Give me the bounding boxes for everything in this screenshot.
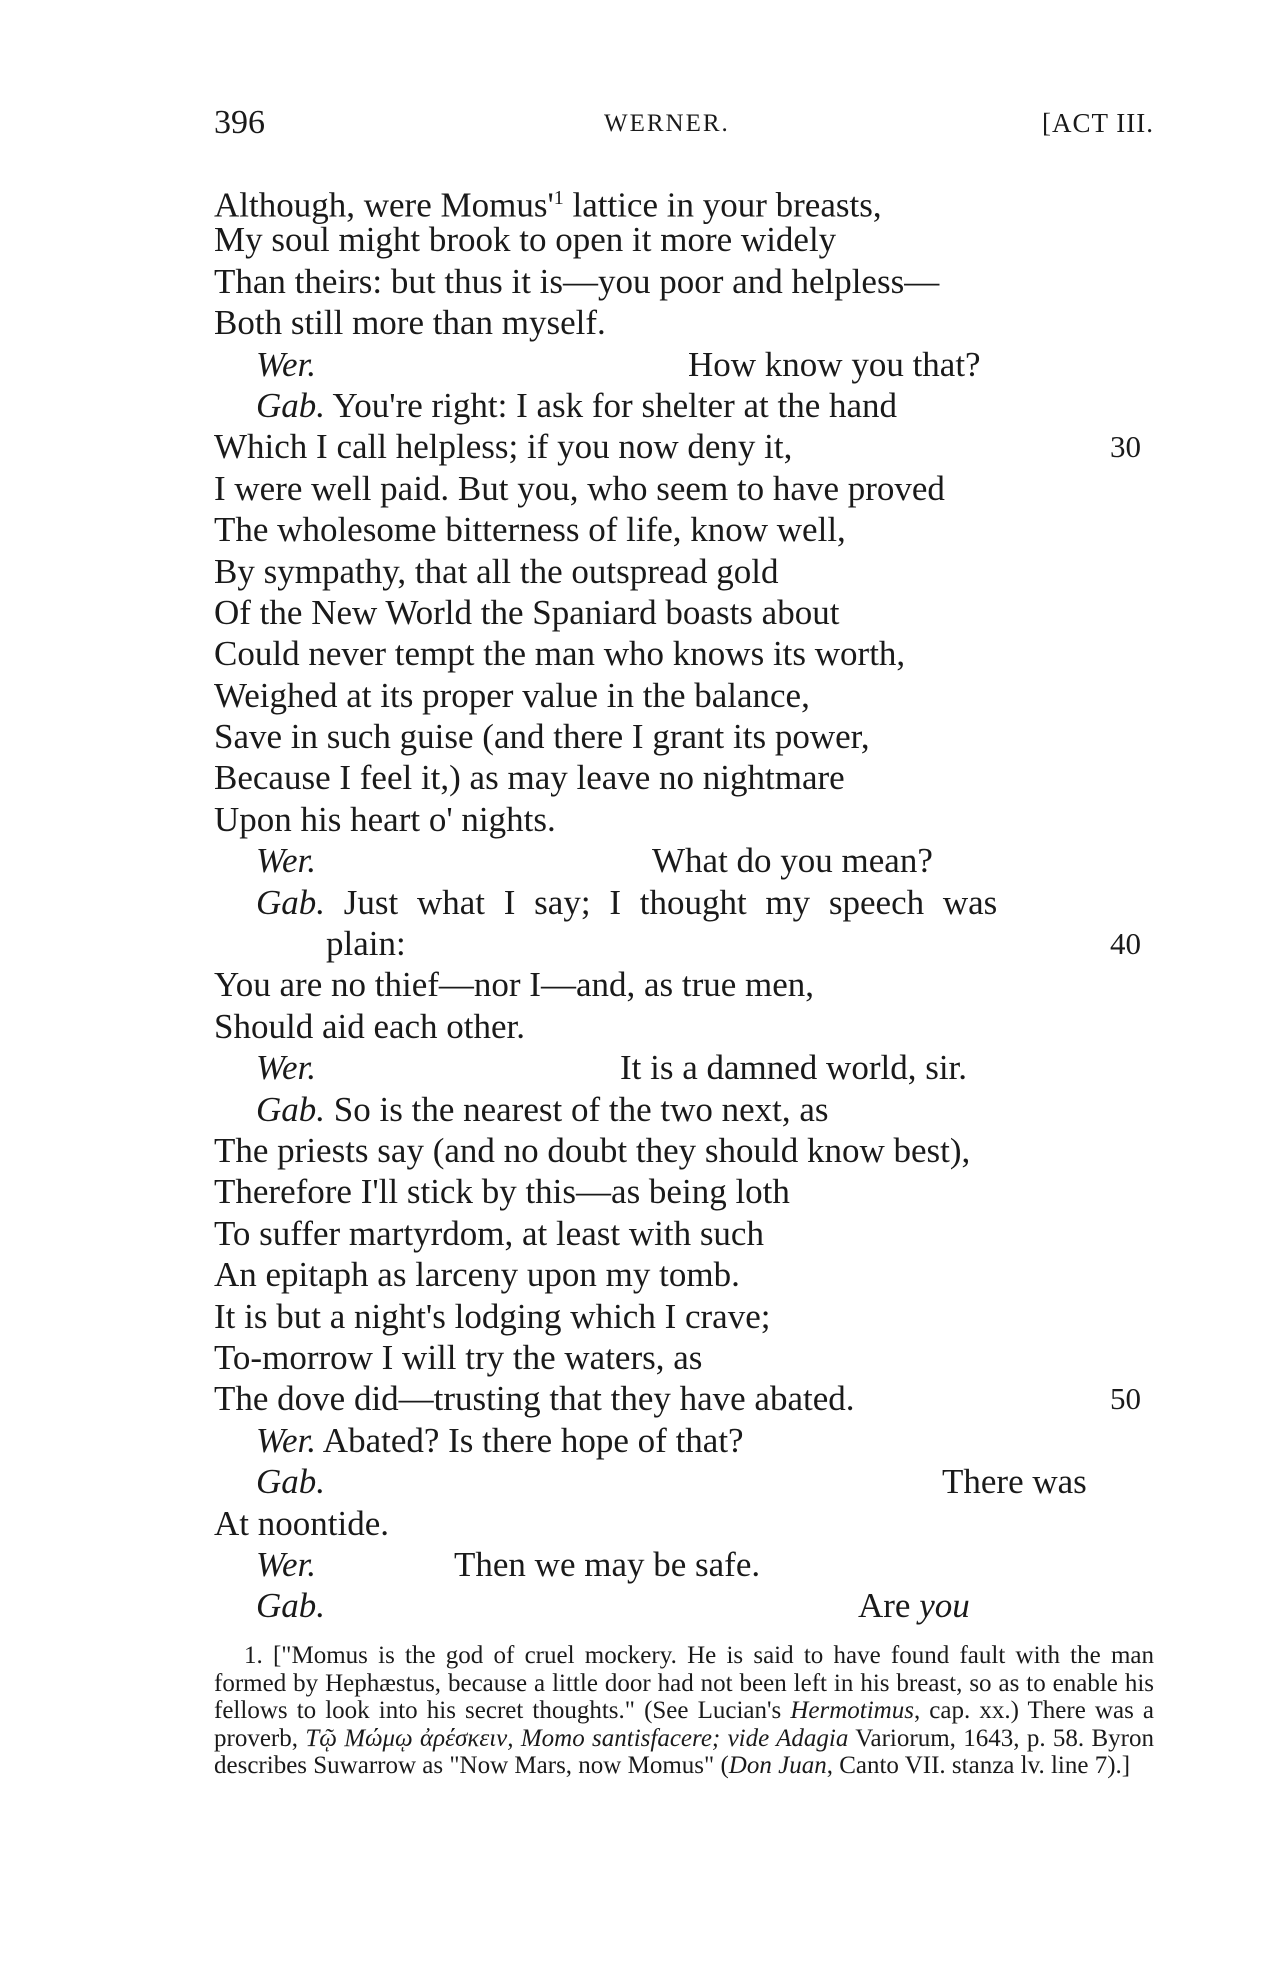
verse-line: I were well paid. But you, who seem to have proved xyxy=(214,468,945,508)
verse-line: plain: 40 xyxy=(326,924,1141,964)
verse-line: Gab. Just what I say; I thought my speech was xyxy=(256,882,998,922)
verse-line: You are no thief—nor I—and, as true men, xyxy=(214,965,815,1005)
verse-line: Gab. You're right: I ask for shelter at the hand xyxy=(256,385,898,425)
verse-line: Save in such guise (and there I grant its power, xyxy=(214,717,870,757)
running-title: WERNER. xyxy=(604,110,730,137)
speaker-label: Wer. xyxy=(256,1420,316,1460)
footnote-text: 1. ["Momus is the god of cruel mockery. He is said to have found fault with the man formed by Hephæstus, because a little door had not been left in his breast, so as to enable his fellows to look into his secret thoughts." (See Lucian's Hermotimus, cap. xx.) There was a proverb, Τῷ Μώμῳ ἀρέσκειν, Momo santisfacere; vide Adagia Variorum, 1643, p. 58. Byron describes Suwarrow as "Now Mars, now Momus" (Don Juan, Canto VII. stanza lv. line 7).] xyxy=(214,1642,1154,1779)
verse-line: Which I call helpless; if you now deny it, 30 xyxy=(214,427,1141,467)
verse-line: Wer. What do you mean? xyxy=(256,841,933,881)
verse-line: At noontide. xyxy=(214,1503,389,1543)
verse-line: Wer. Abated? Is there hope of that? xyxy=(256,1420,744,1460)
verse-line: Therefore I'll stick by this—as being loth xyxy=(214,1172,790,1212)
line-number: 40 xyxy=(1110,926,1141,962)
verse-line: The priests say (and no doubt they should know best), xyxy=(214,1130,971,1170)
verse-line: Than theirs: but thus it is—you poor and helpless— xyxy=(214,261,940,301)
verse-line: Wer. It is a damned world, sir. xyxy=(256,1048,968,1088)
act-label: [ACT III. xyxy=(1042,108,1154,138)
verse-line: Wer. How know you that? xyxy=(256,344,981,384)
verse-line: Weighed at its proper value in the balance, xyxy=(214,675,810,715)
speaker-label: Gab. xyxy=(256,882,326,922)
speaker-label: Gab. xyxy=(256,1462,326,1502)
speaker-label: Wer. xyxy=(256,1544,316,1584)
verse-line: To-morrow I will try the waters, as xyxy=(214,1337,703,1377)
verse-line: My soul might brook to open it more widely xyxy=(214,220,837,260)
page-header xyxy=(214,104,1154,148)
verse-line: Could never tempt the man who knows its worth, xyxy=(214,634,906,674)
verse-line: By sympathy, that all the outspread gold xyxy=(214,551,779,591)
speaker-label: Gab. xyxy=(256,385,326,425)
speaker-label: Wer. xyxy=(256,841,316,881)
verse-line: The dove did—trusting that they have abated. 50 xyxy=(214,1379,1141,1419)
speaker-label: Wer. xyxy=(256,1048,316,1088)
verse-line: An epitaph as larceny upon my tomb. xyxy=(214,1255,740,1295)
verse-line: Although, were $Momus'^1$ lattice in your breasts, xyxy=(214,185,882,225)
verse-line: Both still more than myself. xyxy=(214,303,606,343)
verse-line: Gab. So is the nearest of the two next, as xyxy=(256,1089,829,1129)
verse-line: Gab. There was xyxy=(256,1462,1087,1502)
verse-line: The wholesome bitterness of life, know well, xyxy=(214,510,846,550)
verse-line: Wer. Then we may be safe. xyxy=(256,1544,761,1584)
speaker-label: Gab. xyxy=(256,1586,326,1626)
verse-line: Should aid each other. xyxy=(214,1006,526,1046)
verse-line: Of the New World the Spaniard boasts about xyxy=(214,592,840,632)
line-number: 30 xyxy=(1110,429,1141,465)
footnote xyxy=(214,1642,1154,1780)
line-number: 50 xyxy=(1110,1381,1141,1417)
verse-line: It is but a night's lodging which I crave; xyxy=(214,1296,771,1336)
footnote-marker[interactable]: 1 xyxy=(553,187,564,209)
verse-block xyxy=(214,178,1174,1627)
verse-line: To suffer martyrdom, at least with such xyxy=(214,1213,764,1253)
verse-line: Gab. Are you xyxy=(256,1586,970,1626)
speaker-label: Gab. xyxy=(256,1089,326,1129)
verse-line: Because I feel it,) as may leave no nightmare xyxy=(214,758,845,798)
page-number: 396 xyxy=(214,104,265,141)
verse-line: Upon his heart o' nights. xyxy=(214,799,556,839)
speaker-label: Wer. xyxy=(256,344,316,384)
